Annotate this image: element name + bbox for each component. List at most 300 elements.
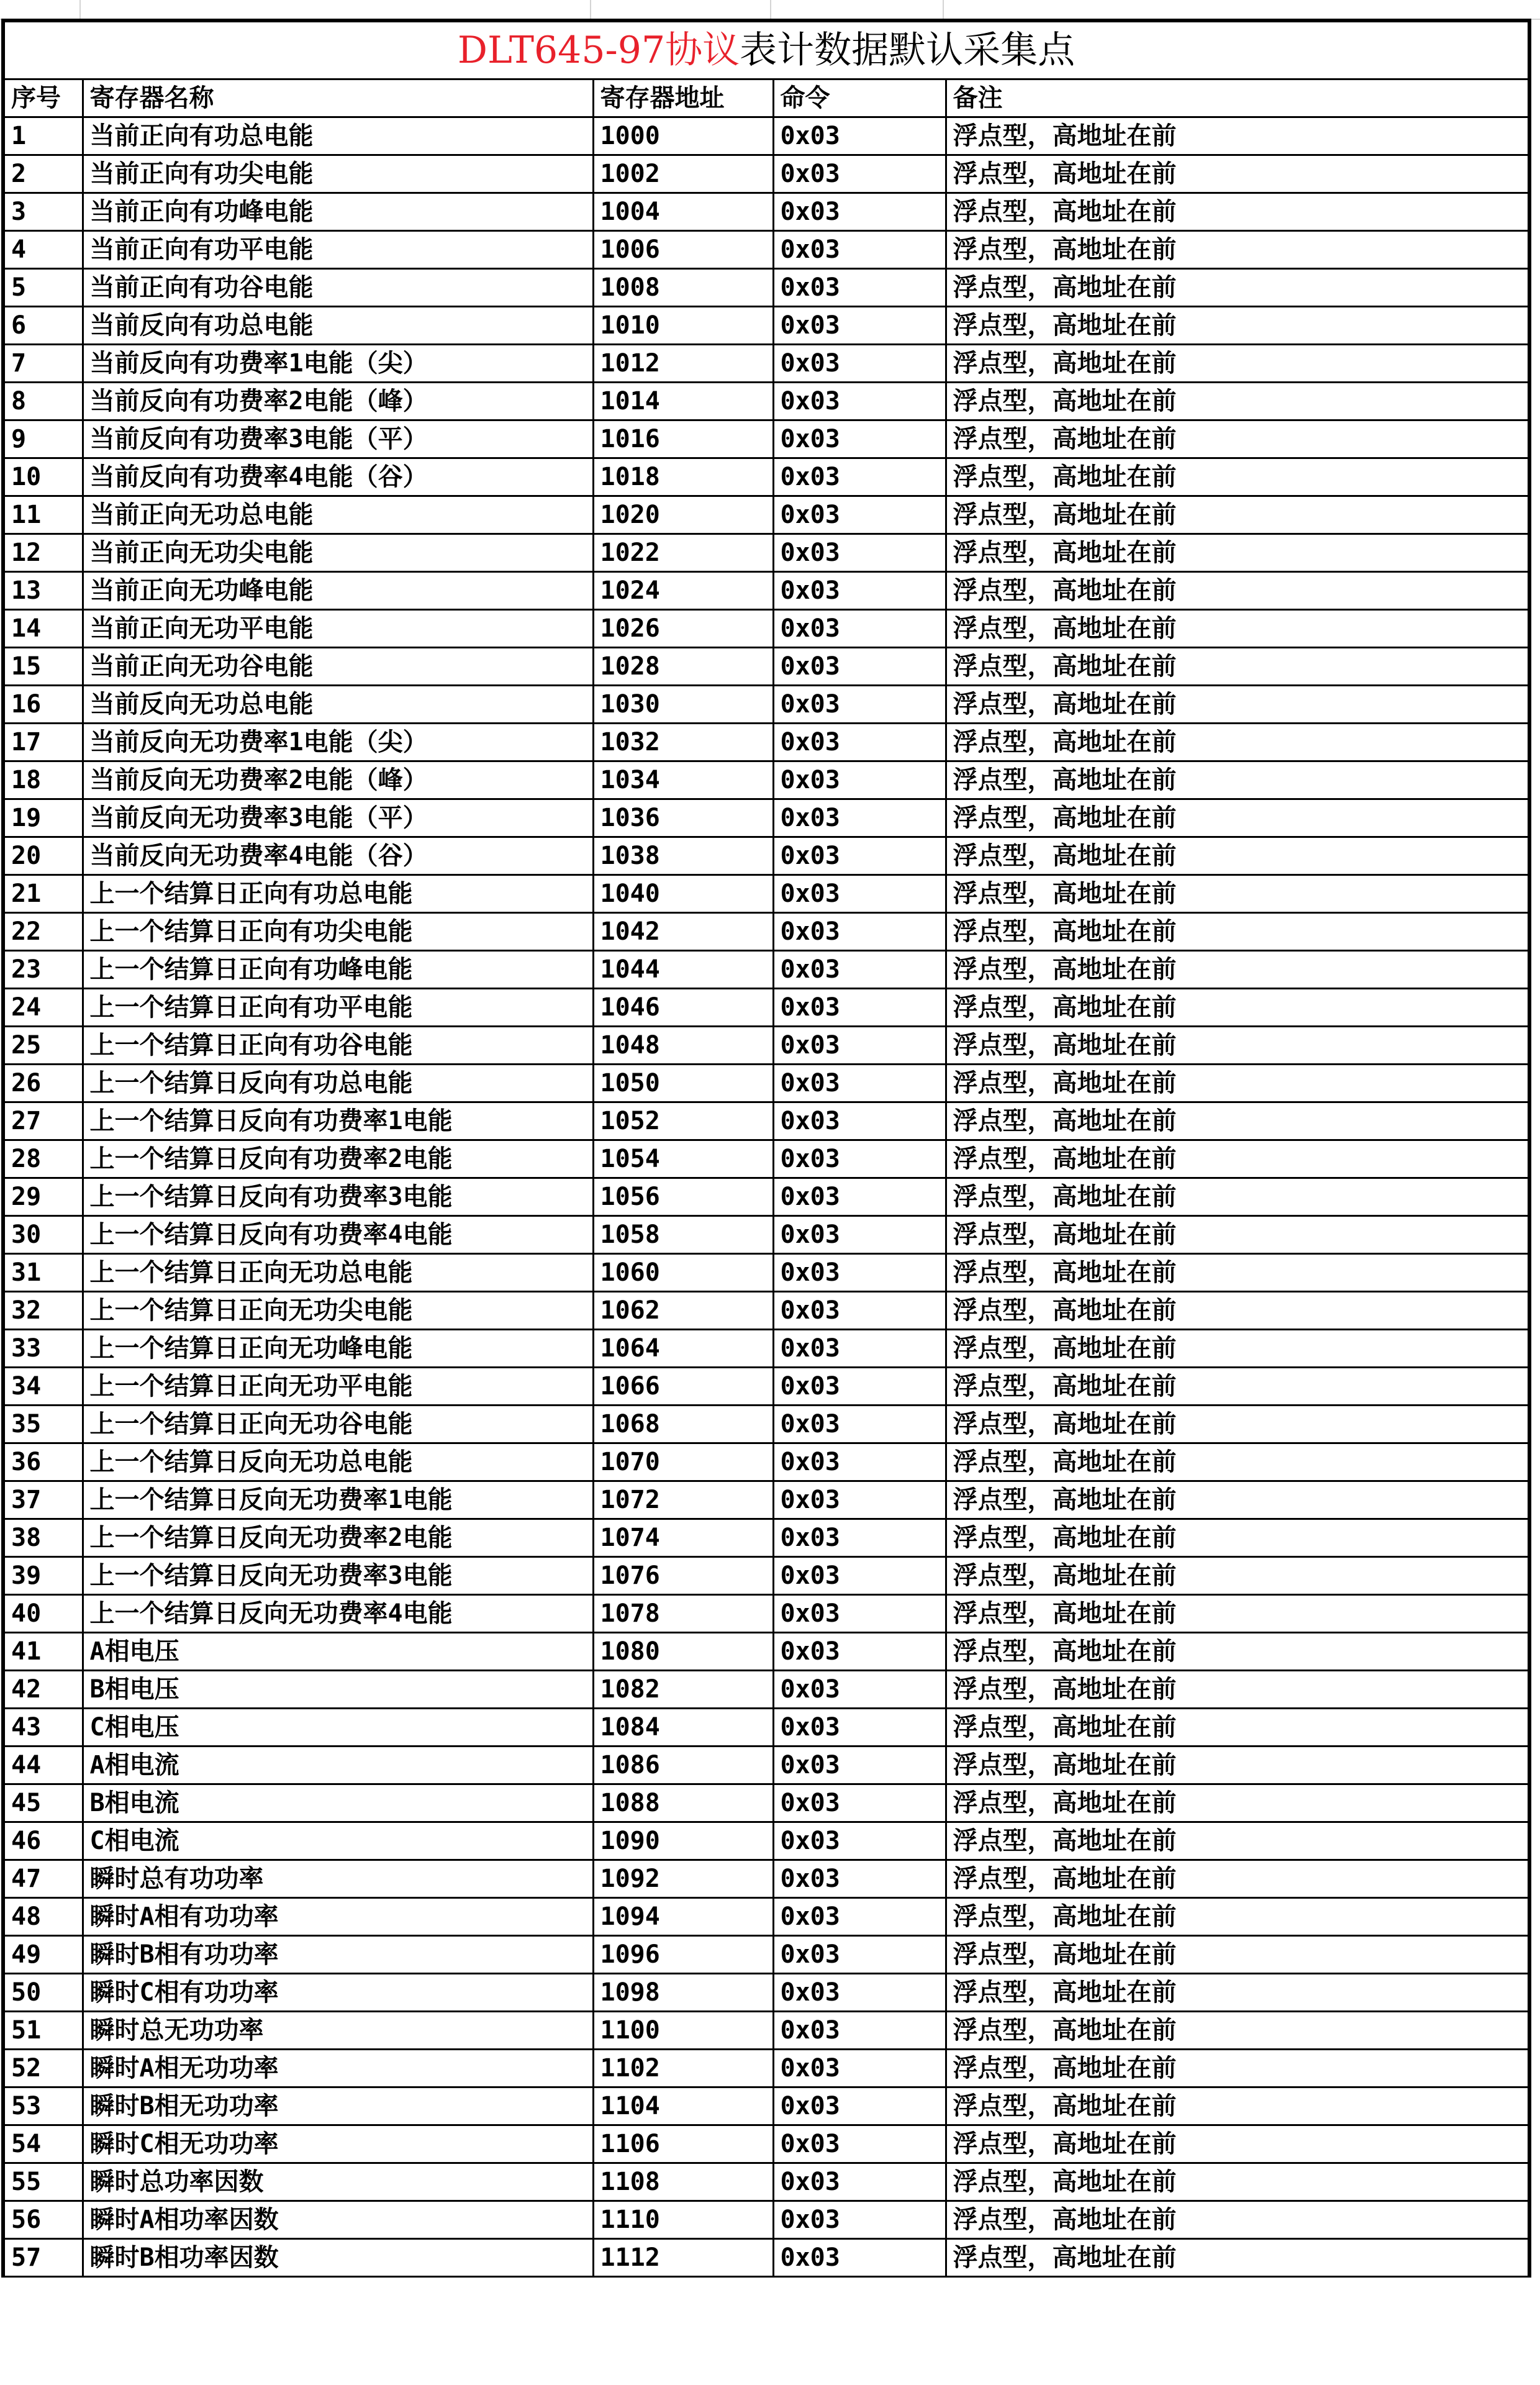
cell-command[interactable]: 0x03	[773, 1595, 946, 1633]
cell-command[interactable]: 0x03	[773, 345, 946, 383]
cell-name[interactable]: 上一个结算日反向有功费率2电能	[83, 1140, 593, 1178]
cell-index[interactable]: 3	[3, 193, 83, 231]
cell-address[interactable]: 1072	[593, 1481, 773, 1519]
cell-name[interactable]: 当前反向无功费率4电能（谷）	[83, 837, 593, 875]
cell-name[interactable]: 瞬时A相功率因数	[83, 2201, 593, 2239]
cell-address[interactable]: 1046	[593, 989, 773, 1027]
cell-address[interactable]: 1044	[593, 951, 773, 989]
cell-index[interactable]: 41	[3, 1633, 83, 1671]
cell-address[interactable]: 1042	[593, 913, 773, 951]
cell-remark[interactable]: 浮点型，高地址在前	[946, 1898, 1529, 1936]
cell-name[interactable]: 当前反向有功费率3电能（平）	[83, 420, 593, 458]
cell-command[interactable]: 0x03	[773, 2201, 946, 2239]
cell-remark[interactable]: 浮点型，高地址在前	[946, 1292, 1529, 1330]
cell-remark[interactable]: 浮点型，高地址在前	[946, 420, 1529, 458]
cell-address[interactable]: 1050	[593, 1065, 773, 1102]
cell-index[interactable]: 9	[3, 420, 83, 458]
cell-remark[interactable]: 浮点型，高地址在前	[946, 686, 1529, 724]
cell-command[interactable]: 0x03	[773, 2239, 946, 2277]
cell-remark[interactable]: 浮点型，高地址在前	[946, 2012, 1529, 2050]
cell-command[interactable]: 0x03	[773, 1898, 946, 1936]
cell-name[interactable]: 上一个结算日反向有功总电能	[83, 1065, 593, 1102]
cell-name[interactable]: 上一个结算日正向无功总电能	[83, 1254, 593, 1292]
cell-command[interactable]: 0x03	[773, 1519, 946, 1557]
cell-index[interactable]: 53	[3, 2087, 83, 2125]
cell-command[interactable]: 0x03	[773, 1747, 946, 1784]
cell-remark[interactable]: 浮点型，高地址在前	[946, 989, 1529, 1027]
cell-command[interactable]: 0x03	[773, 2125, 946, 2163]
cell-index[interactable]: 32	[3, 1292, 83, 1330]
cell-address[interactable]: 1056	[593, 1178, 773, 1216]
cell-index[interactable]: 18	[3, 761, 83, 799]
cell-name[interactable]: C相电流	[83, 1822, 593, 1860]
cell-command[interactable]: 0x03	[773, 117, 946, 155]
cell-name[interactable]: 当前反向有功总电能	[83, 307, 593, 345]
cell-address[interactable]: 1014	[593, 383, 773, 420]
cell-command[interactable]: 0x03	[773, 1822, 946, 1860]
cell-command[interactable]: 0x03	[773, 648, 946, 686]
cell-remark[interactable]: 浮点型，高地址在前	[946, 648, 1529, 686]
cell-index[interactable]: 7	[3, 345, 83, 383]
cell-index[interactable]: 48	[3, 1898, 83, 1936]
cell-remark[interactable]: 浮点型，高地址在前	[946, 1027, 1529, 1065]
cell-name[interactable]: 当前正向无功尖电能	[83, 534, 593, 572]
cell-index[interactable]: 8	[3, 383, 83, 420]
cell-address[interactable]: 1080	[593, 1633, 773, 1671]
cell-address[interactable]: 1096	[593, 1936, 773, 1974]
cell-name[interactable]: A相电流	[83, 1747, 593, 1784]
cell-command[interactable]: 0x03	[773, 2163, 946, 2201]
cell-index[interactable]: 49	[3, 1936, 83, 1974]
cell-name[interactable]: 当前正向有功总电能	[83, 117, 593, 155]
cell-remark[interactable]: 浮点型，高地址在前	[946, 913, 1529, 951]
table-row	[3, 231, 1529, 269]
cell-address[interactable]: 1010	[593, 307, 773, 345]
cell-remark[interactable]: 浮点型，高地址在前	[946, 572, 1529, 610]
cell-index[interactable]: 12	[3, 534, 83, 572]
cell-name[interactable]: 上一个结算日反向无功费率4电能	[83, 1595, 593, 1633]
cell-address[interactable]: 1006	[593, 231, 773, 269]
cell-address[interactable]: 1070	[593, 1443, 773, 1481]
cell-address[interactable]: 1060	[593, 1254, 773, 1292]
cell-address[interactable]: 1022	[593, 534, 773, 572]
cell-name[interactable]: 当前反向无功费率3电能（平）	[83, 799, 593, 837]
table-row	[3, 2012, 1529, 2050]
cell-address[interactable]: 1102	[593, 2050, 773, 2087]
cell-command[interactable]: 0x03	[773, 1936, 946, 1974]
cell-remark[interactable]: 浮点型，高地址在前	[946, 269, 1529, 307]
cell-address[interactable]: 1052	[593, 1102, 773, 1140]
cell-command[interactable]: 0x03	[773, 1481, 946, 1519]
cell-remark[interactable]: 浮点型，高地址在前	[946, 1406, 1529, 1443]
cell-address[interactable]: 1078	[593, 1595, 773, 1633]
cell-index[interactable]: 39	[3, 1557, 83, 1595]
cell-command[interactable]: 0x03	[773, 989, 946, 1027]
cell-remark[interactable]: 浮点型，高地址在前	[946, 2087, 1529, 2125]
cell-index[interactable]: 6	[3, 307, 83, 345]
cell-address[interactable]: 1062	[593, 1292, 773, 1330]
cell-index[interactable]: 47	[3, 1860, 83, 1898]
cell-remark[interactable]: 浮点型，高地址在前	[946, 534, 1529, 572]
cell-command[interactable]: 0x03	[773, 1709, 946, 1747]
cell-address[interactable]: 1074	[593, 1519, 773, 1557]
cell-index[interactable]: 55	[3, 2163, 83, 2201]
cell-address[interactable]: 1012	[593, 345, 773, 383]
cell-remark[interactable]: 浮点型，高地址在前	[946, 1481, 1529, 1519]
cell-index[interactable]: 50	[3, 1974, 83, 2012]
table-row	[3, 686, 1529, 724]
cell-index[interactable]: 45	[3, 1784, 83, 1822]
cell-command[interactable]: 0x03	[773, 799, 946, 837]
cell-command[interactable]: 0x03	[773, 231, 946, 269]
cell-command[interactable]: 0x03	[773, 1178, 946, 1216]
cell-command[interactable]: 0x03	[773, 2087, 946, 2125]
cell-index[interactable]: 29	[3, 1178, 83, 1216]
cell-address[interactable]: 1040	[593, 875, 773, 913]
cell-index[interactable]: 1	[3, 117, 83, 155]
cell-remark[interactable]: 浮点型，高地址在前	[946, 307, 1529, 345]
cell-address[interactable]: 1028	[593, 648, 773, 686]
cell-index[interactable]: 13	[3, 572, 83, 610]
cell-name[interactable]: 瞬时B相有功功率	[83, 1936, 593, 1974]
table-row	[3, 383, 1529, 420]
table-title[interactable]	[3, 20, 1529, 80]
cell-index[interactable]: 33	[3, 1330, 83, 1368]
cell-name[interactable]: 上一个结算日反向无功费率3电能	[83, 1557, 593, 1595]
header-cell-name[interactable]: 寄存器名称	[83, 80, 593, 117]
cell-address[interactable]: 1038	[593, 837, 773, 875]
cell-index[interactable]: 54	[3, 2125, 83, 2163]
cell-name[interactable]: 当前正向有功尖电能	[83, 155, 593, 193]
header-cell-remark[interactable]: 备注	[946, 80, 1529, 117]
cell-command[interactable]: 0x03	[773, 913, 946, 951]
cell-index[interactable]: 51	[3, 2012, 83, 2050]
cell-command[interactable]: 0x03	[773, 1254, 946, 1292]
cell-address[interactable]: 1088	[593, 1784, 773, 1822]
cell-name[interactable]: 当前正向无功谷电能	[83, 648, 593, 686]
cell-name[interactable]: B相电压	[83, 1671, 593, 1709]
cell-remark[interactable]: 浮点型，高地址在前	[946, 383, 1529, 420]
cell-command[interactable]: 0x03	[773, 496, 946, 534]
cell-remark[interactable]: 浮点型，高地址在前	[946, 837, 1529, 875]
cell-name[interactable]: 瞬时总无功功率	[83, 2012, 593, 2050]
header-cell-address[interactable]: 寄存器地址	[593, 80, 773, 117]
cell-address[interactable]: 1020	[593, 496, 773, 534]
cell-name[interactable]: 上一个结算日反向有功费率1电能	[83, 1102, 593, 1140]
cell-remark[interactable]: 浮点型，高地址在前	[946, 1519, 1529, 1557]
cell-name[interactable]: 上一个结算日正向有功峰电能	[83, 951, 593, 989]
header-cell-command[interactable]: 命令	[773, 80, 946, 117]
cell-address[interactable]: 1086	[593, 1747, 773, 1784]
cell-address[interactable]: 1058	[593, 1216, 773, 1254]
cell-remark[interactable]: 浮点型，高地址在前	[946, 1330, 1529, 1368]
cell-name[interactable]: 瞬时A相有功功率	[83, 1898, 593, 1936]
cell-index[interactable]: 20	[3, 837, 83, 875]
cell-index[interactable]: 37	[3, 1481, 83, 1519]
cell-remark[interactable]: 浮点型，高地址在前	[946, 1216, 1529, 1254]
cell-index[interactable]: 15	[3, 648, 83, 686]
cell-remark[interactable]: 浮点型，高地址在前	[946, 1860, 1529, 1898]
cell-remark[interactable]: 浮点型，高地址在前	[946, 231, 1529, 269]
cell-remark[interactable]: 浮点型，高地址在前	[946, 1633, 1529, 1671]
cell-name[interactable]: 上一个结算日反向有功费率3电能	[83, 1178, 593, 1216]
cell-command[interactable]: 0x03	[773, 420, 946, 458]
cell-name[interactable]: 当前正向无功峰电能	[83, 572, 593, 610]
cell-index[interactable]: 30	[3, 1216, 83, 1254]
cell-remark[interactable]: 浮点型，高地址在前	[946, 2201, 1529, 2239]
cell-index[interactable]: 42	[3, 1671, 83, 1709]
cell-address[interactable]: 1004	[593, 193, 773, 231]
cell-remark[interactable]: 浮点型，高地址在前	[946, 951, 1529, 989]
cell-index[interactable]: 2	[3, 155, 83, 193]
cell-index[interactable]: 38	[3, 1519, 83, 1557]
cell-address[interactable]: 1018	[593, 458, 773, 496]
cell-index[interactable]: 44	[3, 1747, 83, 1784]
cell-command[interactable]: 0x03	[773, 1140, 946, 1178]
cell-address[interactable]: 1008	[593, 269, 773, 307]
cell-command[interactable]: 0x03	[773, 837, 946, 875]
cell-address[interactable]: 1054	[593, 1140, 773, 1178]
cell-name[interactable]: 上一个结算日正向有功谷电能	[83, 1027, 593, 1065]
cell-command[interactable]: 0x03	[773, 1557, 946, 1595]
header-cell-index[interactable]: 序号	[3, 80, 83, 117]
cell-command[interactable]: 0x03	[773, 307, 946, 345]
cell-remark[interactable]: 浮点型，高地址在前	[946, 1557, 1529, 1595]
cell-command[interactable]: 0x03	[773, 610, 946, 648]
cell-name[interactable]: 上一个结算日反向无功费率1电能	[83, 1481, 593, 1519]
cell-address[interactable]: 1092	[593, 1860, 773, 1898]
cell-command[interactable]: 0x03	[773, 572, 946, 610]
cell-remark[interactable]: 浮点型，高地址在前	[946, 2125, 1529, 2163]
cell-command[interactable]: 0x03	[773, 1443, 946, 1481]
cell-remark[interactable]: 浮点型，高地址在前	[946, 1822, 1529, 1860]
cell-command[interactable]: 0x03	[773, 534, 946, 572]
cell-name[interactable]: 上一个结算日正向有功平电能	[83, 989, 593, 1027]
cell-address[interactable]: 1084	[593, 1709, 773, 1747]
table-row	[3, 155, 1529, 193]
cell-remark[interactable]: 浮点型，高地址在前	[946, 1178, 1529, 1216]
cell-index[interactable]: 26	[3, 1065, 83, 1102]
cell-index[interactable]: 36	[3, 1443, 83, 1481]
cell-command[interactable]: 0x03	[773, 1216, 946, 1254]
cell-name[interactable]: 当前正向有功谷电能	[83, 269, 593, 307]
cell-command[interactable]: 0x03	[773, 1292, 946, 1330]
cell-index[interactable]: 25	[3, 1027, 83, 1065]
cell-index[interactable]: 23	[3, 951, 83, 989]
cell-command[interactable]: 0x03	[773, 1368, 946, 1406]
cell-index[interactable]: 31	[3, 1254, 83, 1292]
cell-index[interactable]: 24	[3, 989, 83, 1027]
cell-name[interactable]: 上一个结算日正向无功谷电能	[83, 1406, 593, 1443]
cell-index[interactable]: 14	[3, 610, 83, 648]
cell-command[interactable]: 0x03	[773, 1027, 946, 1065]
cell-remark[interactable]: 浮点型，高地址在前	[946, 1974, 1529, 2012]
cell-name[interactable]: 上一个结算日正向无功平电能	[83, 1368, 593, 1406]
cell-command[interactable]: 0x03	[773, 1102, 946, 1140]
cell-remark[interactable]: 浮点型，高地址在前	[946, 799, 1529, 837]
cell-index[interactable]: 4	[3, 231, 83, 269]
cell-name[interactable]: 当前反向有功费率1电能（尖）	[83, 345, 593, 383]
cell-name[interactable]: 瞬时B相功率因数	[83, 2239, 593, 2277]
cell-address[interactable]: 1104	[593, 2087, 773, 2125]
cell-remark[interactable]: 浮点型，高地址在前	[946, 1140, 1529, 1178]
cell-name[interactable]: 上一个结算日正向无功峰电能	[83, 1330, 593, 1368]
cell-name[interactable]: 当前反向无功费率1电能（尖）	[83, 724, 593, 761]
cell-index[interactable]: 28	[3, 1140, 83, 1178]
cell-address[interactable]: 1034	[593, 761, 773, 799]
cell-remark[interactable]: 浮点型，高地址在前	[946, 193, 1529, 231]
cell-name[interactable]: A相电压	[83, 1633, 593, 1671]
cell-address[interactable]: 1090	[593, 1822, 773, 1860]
cell-index[interactable]: 56	[3, 2201, 83, 2239]
cell-remark[interactable]: 浮点型，高地址在前	[946, 458, 1529, 496]
cell-address[interactable]: 1064	[593, 1330, 773, 1368]
cell-remark[interactable]: 浮点型，高地址在前	[946, 875, 1529, 913]
cell-command[interactable]: 0x03	[773, 951, 946, 989]
cell-address[interactable]: 1032	[593, 724, 773, 761]
cell-command[interactable]: 0x03	[773, 1633, 946, 1671]
cell-name[interactable]: 上一个结算日正向有功总电能	[83, 875, 593, 913]
cell-remark[interactable]: 浮点型，高地址在前	[946, 610, 1529, 648]
cell-address[interactable]: 1094	[593, 1898, 773, 1936]
cell-name[interactable]: 当前反向无功费率2电能（峰）	[83, 761, 593, 799]
cell-name[interactable]: 上一个结算日正向无功尖电能	[83, 1292, 593, 1330]
cell-index[interactable]: 10	[3, 458, 83, 496]
cell-name[interactable]: 当前正向无功总电能	[83, 496, 593, 534]
cell-address[interactable]: 1106	[593, 2125, 773, 2163]
cell-remark[interactable]: 浮点型，高地址在前	[946, 1595, 1529, 1633]
cell-address[interactable]: 1048	[593, 1027, 773, 1065]
cell-index[interactable]: 17	[3, 724, 83, 761]
cell-name[interactable]: 当前反向有功费率4电能（谷）	[83, 458, 593, 496]
cell-command[interactable]: 0x03	[773, 761, 946, 799]
cell-command[interactable]: 0x03	[773, 155, 946, 193]
cell-address[interactable]: 1098	[593, 1974, 773, 2012]
cell-name[interactable]: 瞬时总功率因数	[83, 2163, 593, 2201]
table-row	[3, 1519, 1529, 1557]
cell-address[interactable]: 1016	[593, 420, 773, 458]
cell-index[interactable]: 43	[3, 1709, 83, 1747]
cell-command[interactable]: 0x03	[773, 269, 946, 307]
cell-command[interactable]: 0x03	[773, 1784, 946, 1822]
cell-name[interactable]: 瞬时A相无功功率	[83, 2050, 593, 2087]
cell-address[interactable]: 1110	[593, 2201, 773, 2239]
cell-index[interactable]: 27	[3, 1102, 83, 1140]
cell-address[interactable]: 1066	[593, 1368, 773, 1406]
cell-index[interactable]: 34	[3, 1368, 83, 1406]
table-row	[3, 307, 1529, 345]
cell-address[interactable]: 1100	[593, 2012, 773, 2050]
cell-index[interactable]: 46	[3, 1822, 83, 1860]
cell-remark[interactable]: 浮点型，高地址在前	[946, 761, 1529, 799]
cell-command[interactable]: 0x03	[773, 875, 946, 913]
cell-remark[interactable]: 浮点型，高地址在前	[946, 2163, 1529, 2201]
table-row	[3, 420, 1529, 458]
cell-address[interactable]: 1036	[593, 799, 773, 837]
cell-index[interactable]: 35	[3, 1406, 83, 1443]
cell-remark[interactable]: 浮点型，高地址在前	[946, 2050, 1529, 2087]
cell-command[interactable]: 0x03	[773, 2050, 946, 2087]
cell-command[interactable]: 0x03	[773, 724, 946, 761]
cell-name[interactable]: 当前正向有功峰电能	[83, 193, 593, 231]
cell-index[interactable]: 40	[3, 1595, 83, 1633]
cell-address[interactable]: 1112	[593, 2239, 773, 2277]
cell-index[interactable]: 52	[3, 2050, 83, 2087]
cell-name[interactable]: 当前反向有功费率2电能（峰）	[83, 383, 593, 420]
cell-command[interactable]: 0x03	[773, 193, 946, 231]
cell-remark[interactable]: 浮点型，高地址在前	[946, 1784, 1529, 1822]
cell-name[interactable]: 上一个结算日反向无功费率2电能	[83, 1519, 593, 1557]
cell-remark[interactable]: 浮点型，高地址在前	[946, 724, 1529, 761]
cell-remark[interactable]: 浮点型，高地址在前	[946, 1368, 1529, 1406]
cell-name[interactable]: B相电流	[83, 1784, 593, 1822]
cell-name[interactable]: 瞬时C相无功功率	[83, 2125, 593, 2163]
cell-remark[interactable]: 浮点型，高地址在前	[946, 2239, 1529, 2277]
cell-command[interactable]: 0x03	[773, 1330, 946, 1368]
cell-remark[interactable]: 浮点型，高地址在前	[946, 1254, 1529, 1292]
cell-name[interactable]: 上一个结算日反向无功总电能	[83, 1443, 593, 1481]
cell-command[interactable]: 0x03	[773, 383, 946, 420]
cell-address[interactable]: 1108	[593, 2163, 773, 2201]
cell-address[interactable]: 1024	[593, 572, 773, 610]
cell-address[interactable]: 1030	[593, 686, 773, 724]
cell-remark[interactable]: 浮点型，高地址在前	[946, 1443, 1529, 1481]
cell-name[interactable]: 当前正向有功平电能	[83, 231, 593, 269]
cell-index[interactable]: 11	[3, 496, 83, 534]
cell-index[interactable]: 57	[3, 2239, 83, 2277]
cell-address[interactable]: 1076	[593, 1557, 773, 1595]
cell-remark[interactable]: 浮点型，高地址在前	[946, 1671, 1529, 1709]
cell-address[interactable]: 1000	[593, 117, 773, 155]
cell-index[interactable]: 22	[3, 913, 83, 951]
cell-address[interactable]: 1068	[593, 1406, 773, 1443]
cell-name[interactable]: 上一个结算日正向有功尖电能	[83, 913, 593, 951]
cell-index[interactable]: 21	[3, 875, 83, 913]
table-row	[3, 1974, 1529, 2012]
cell-index[interactable]: 16	[3, 686, 83, 724]
cell-remark[interactable]: 浮点型，高地址在前	[946, 1102, 1529, 1140]
cell-name[interactable]: 当前反向无功总电能	[83, 686, 593, 724]
cell-remark[interactable]: 浮点型，高地址在前	[946, 345, 1529, 383]
cell-command[interactable]: 0x03	[773, 1974, 946, 2012]
cell-name[interactable]: 瞬时C相有功功率	[83, 1974, 593, 2012]
cell-remark[interactable]: 浮点型，高地址在前	[946, 155, 1529, 193]
cell-name[interactable]: 上一个结算日反向有功费率4电能	[83, 1216, 593, 1254]
cell-remark[interactable]: 浮点型，高地址在前	[946, 1065, 1529, 1102]
cell-command[interactable]: 0x03	[773, 2012, 946, 2050]
cell-name[interactable]: 瞬时B相无功功率	[83, 2087, 593, 2125]
cell-remark[interactable]: 浮点型，高地址在前	[946, 496, 1529, 534]
cell-command[interactable]: 0x03	[773, 1671, 946, 1709]
cell-remark[interactable]: 浮点型，高地址在前	[946, 1936, 1529, 1974]
cell-name[interactable]: 当前正向无功平电能	[83, 610, 593, 648]
cell-remark[interactable]: 浮点型，高地址在前	[946, 1747, 1529, 1784]
cell-address[interactable]: 1082	[593, 1671, 773, 1709]
cell-remark[interactable]: 浮点型，高地址在前	[946, 117, 1529, 155]
cell-command[interactable]: 0x03	[773, 1065, 946, 1102]
cell-remark[interactable]: 浮点型，高地址在前	[946, 1709, 1529, 1747]
cell-name[interactable]: C相电压	[83, 1709, 593, 1747]
cell-command[interactable]: 0x03	[773, 458, 946, 496]
cell-address[interactable]: 1026	[593, 610, 773, 648]
cell-command[interactable]: 0x03	[773, 686, 946, 724]
cell-address[interactable]: 1002	[593, 155, 773, 193]
cell-command[interactable]: 0x03	[773, 1406, 946, 1443]
cell-index[interactable]: 5	[3, 269, 83, 307]
cell-name[interactable]: 瞬时总有功功率	[83, 1860, 593, 1898]
cell-command[interactable]: 0x03	[773, 1860, 946, 1898]
cell-index[interactable]: 19	[3, 799, 83, 837]
